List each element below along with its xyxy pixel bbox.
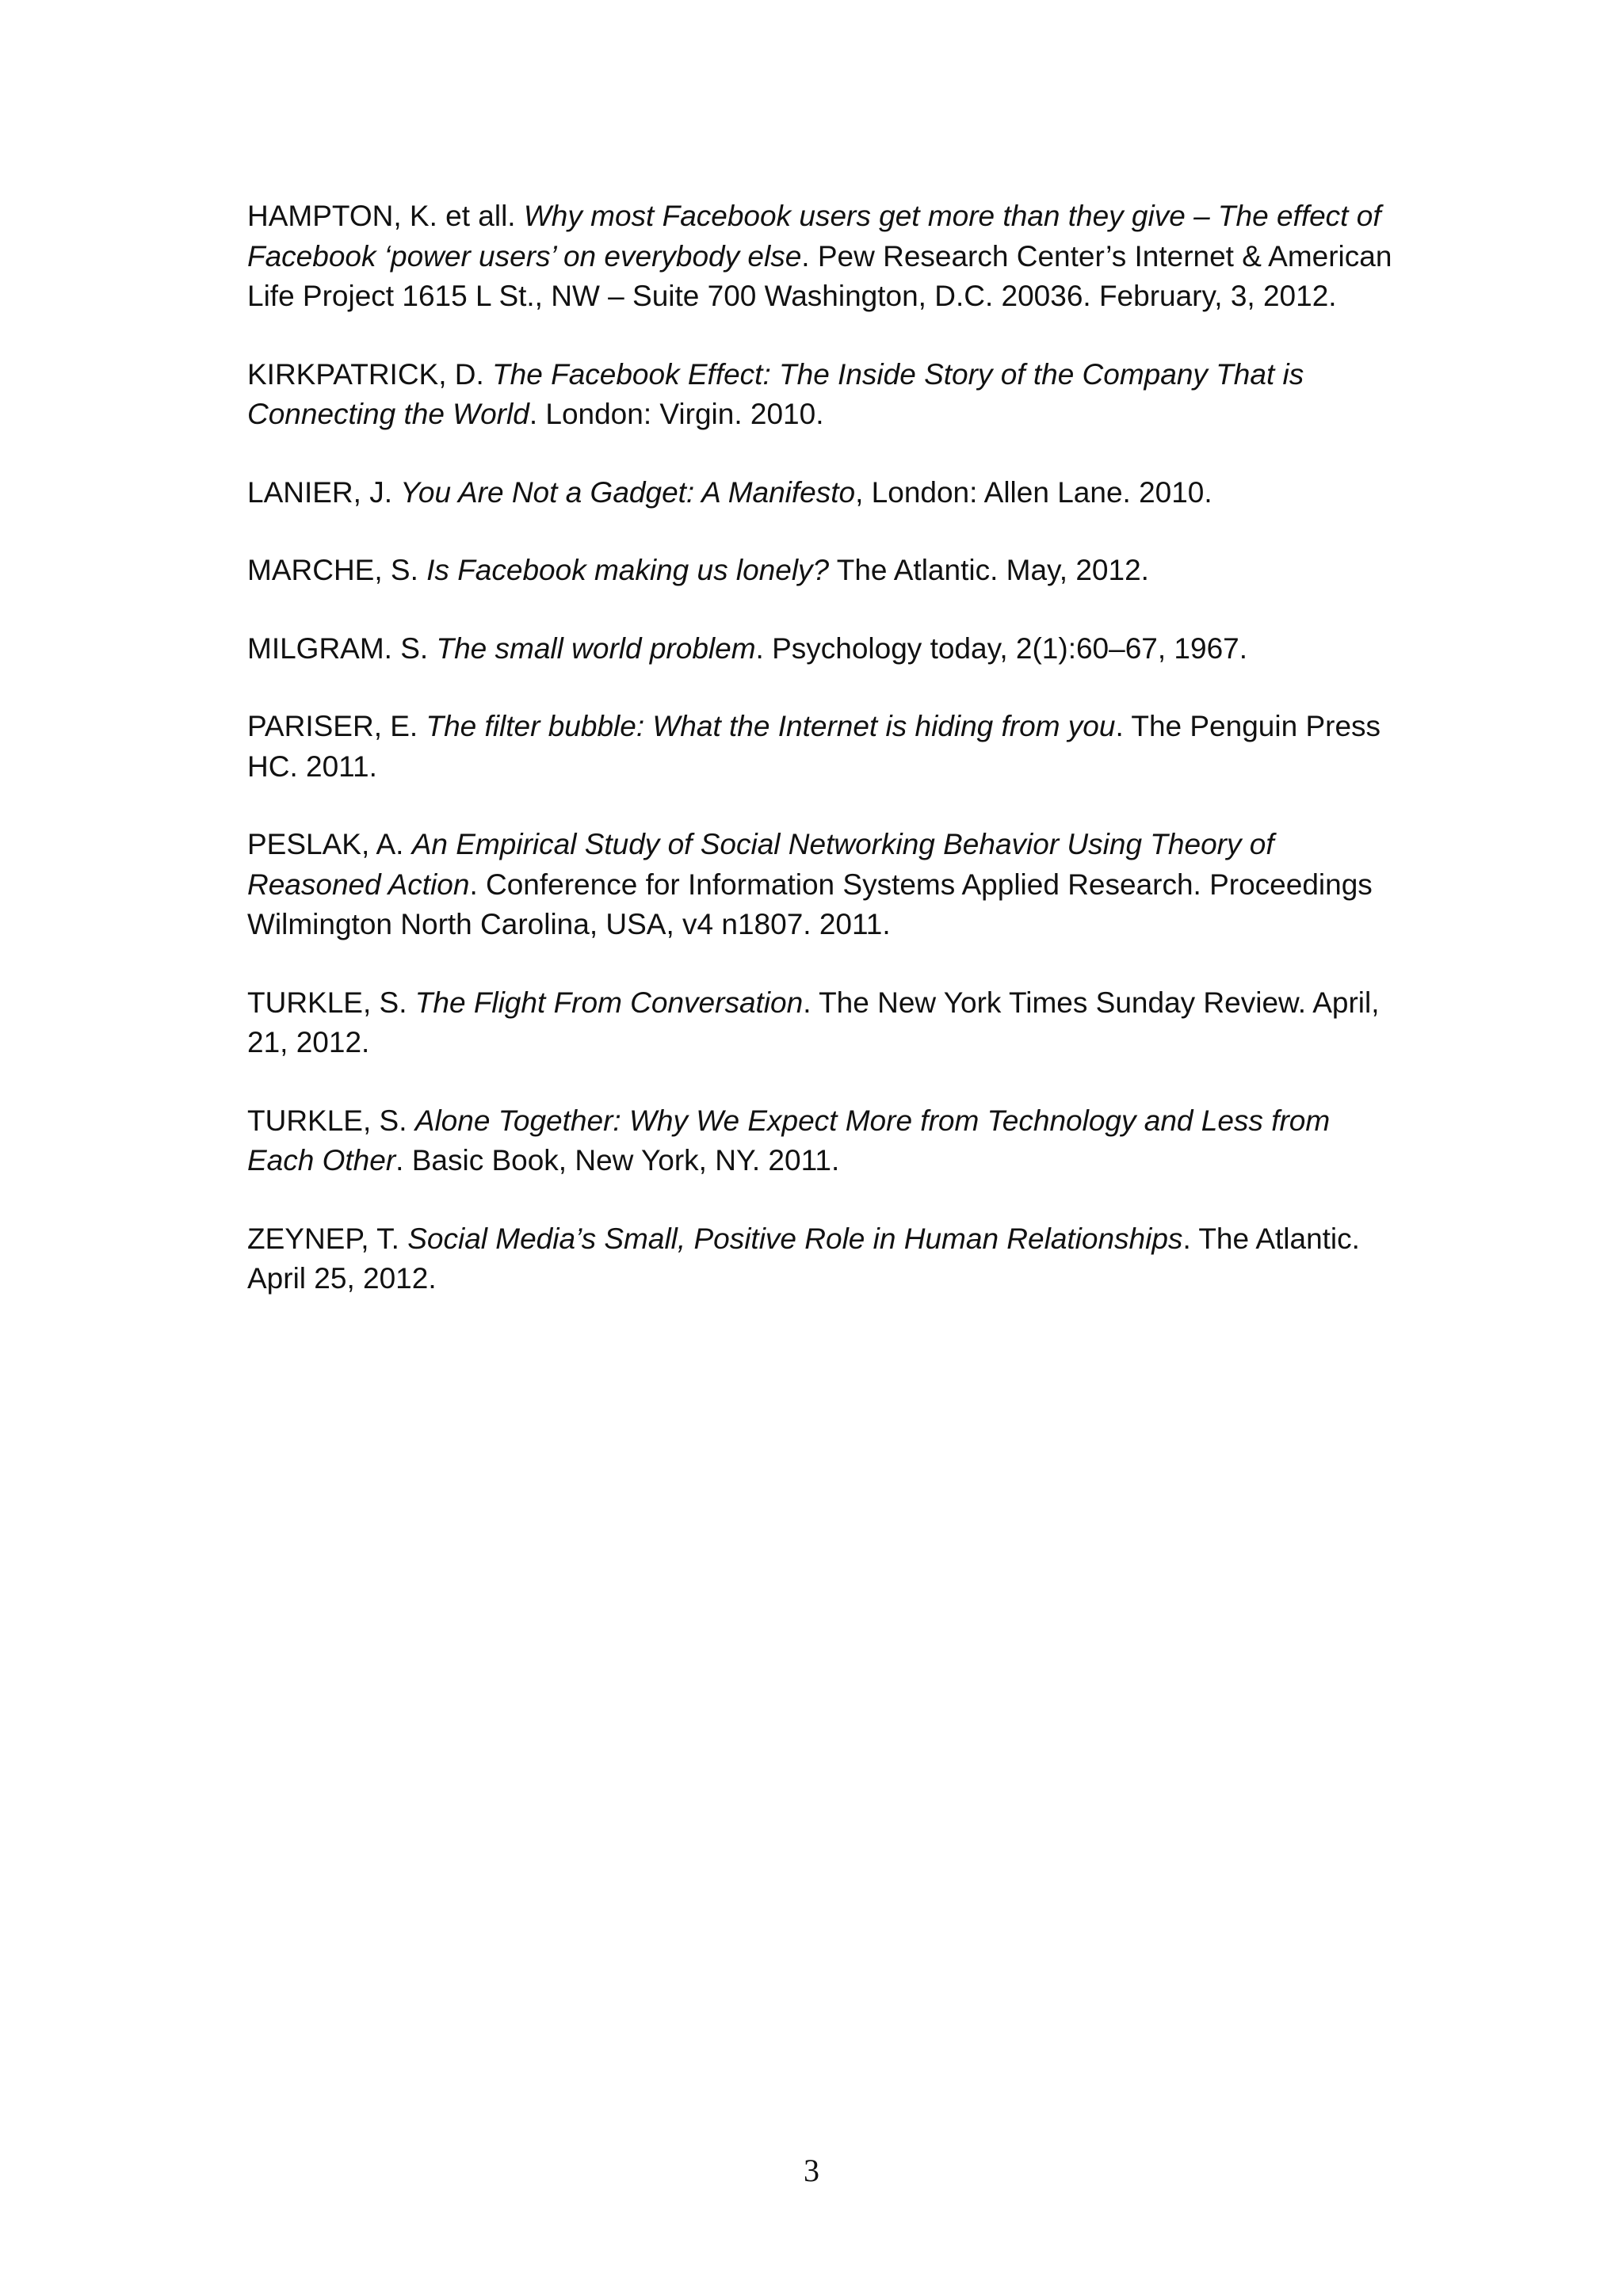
reference-title: The Facebook Effect: The Inside Story of the Company That is Connecting the World xyxy=(247,357,1304,430)
reference-title: Why most Facebook users get more than they give – The effect of Facebook ‘power users’ on everybody else xyxy=(247,200,1381,273)
reference-details: . Conference for Information Systems Applied Research. Proceedings Wilmington North Carolina, USA, v4 n1807. 2011. xyxy=(247,868,1373,940)
reference-list xyxy=(247,196,1404,1337)
reference-details: . Basic Book, New York, NY. 2011. xyxy=(395,1144,840,1177)
reference-author: MARCHE, S. xyxy=(247,554,427,586)
reference-details: The Atlantic. May, 2012. xyxy=(829,554,1149,586)
reference-title: Is Facebook making us lonely? xyxy=(426,554,830,586)
reference-title: Social Media’s Small, Positive Role in Human Relationships xyxy=(407,1222,1183,1255)
reference-author: KIRKPATRICK, D. xyxy=(247,357,493,391)
reference-entry-pariser xyxy=(247,707,1404,787)
reference-title: The filter bubble: What the Internet is hiding from you xyxy=(426,710,1116,742)
reference-entry-milgram xyxy=(247,629,1404,669)
reference-author: PARISER, E. xyxy=(247,710,426,742)
reference-author: PESLAK, A. xyxy=(247,828,412,860)
reference-author: HAMPTON, K. et all. xyxy=(247,200,524,232)
reference-author: LANIER, J. xyxy=(247,475,401,509)
reference-details: . Pew Research Center’s Internet & American Life Project 1615 L St., NW – Suite 700 Washington, D.C. 20036. February, 3, 2012. xyxy=(247,239,1392,312)
reference-author: ZEYNEP, T. xyxy=(247,1222,408,1255)
reference-title: Alone Together: Why We Expect More from Technology and Less from Each Other xyxy=(247,1104,1331,1177)
reference-title: The Flight From Conversation xyxy=(414,986,804,1019)
reference-details: . Psychology today, 2(1):60–67, 1967. xyxy=(755,631,1248,665)
reference-details: . The Atlantic. April 25, 2012. xyxy=(247,1222,1360,1295)
reference-author: MILGRAM. S. xyxy=(247,631,437,665)
reference-author: TURKLE, S. xyxy=(247,986,415,1019)
reference-details: . London: Virgin. 2010. xyxy=(529,398,824,430)
reference-entry-turkle-alone xyxy=(247,1101,1404,1181)
reference-entry-turkle-flight xyxy=(247,983,1404,1063)
reference-title: The small world problem xyxy=(436,631,756,665)
reference-entry-lanier xyxy=(247,473,1404,513)
reference-entry-hampton xyxy=(247,196,1404,317)
page-number: 3 xyxy=(804,2153,819,2188)
reference-entry-marche xyxy=(247,551,1404,591)
reference-details: . The Penguin Press HC. 2011. xyxy=(247,710,1381,783)
reference-entry-peslak xyxy=(247,825,1404,945)
reference-entry-zeynep xyxy=(247,1219,1404,1299)
reference-title: An Empirical Study of Social Networking Behavior Using Theory of Reasoned Action xyxy=(247,828,1274,901)
reference-title: You Are Not a Gadget: A Manifesto xyxy=(400,475,856,509)
reference-details: . The New York Times Sunday Review. April, 21, 2012. xyxy=(247,986,1380,1058)
reference-author: TURKLE, S. xyxy=(247,1104,415,1137)
reference-entry-kirkpatrick xyxy=(247,355,1404,435)
reference-details: , London: Allen Lane. 2010. xyxy=(855,475,1212,509)
